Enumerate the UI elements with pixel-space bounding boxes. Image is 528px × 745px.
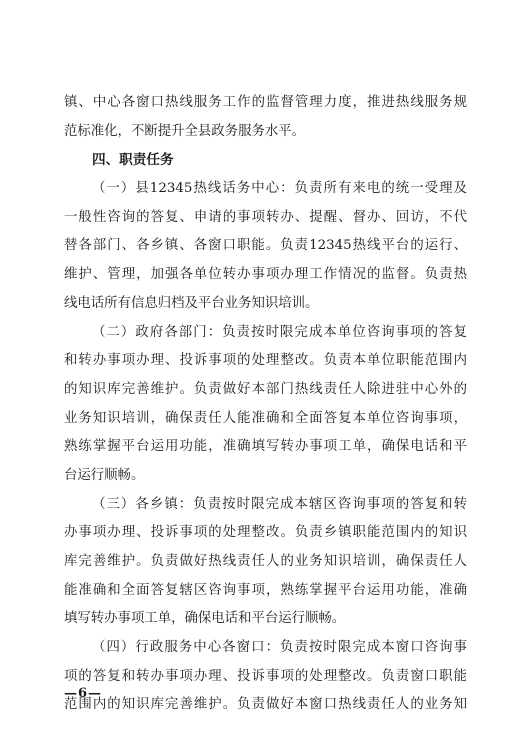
text-line: （二）政府各部门：负责按时限完成本单位咨询事项的答复 — [92, 324, 467, 340]
text-line: 业务知识培训，确保责任人能准确和全面答复本单位咨询事项， — [64, 410, 467, 426]
text-line: 熟练掌握平台运用功能，准确填写转办事项工单，确保电话和平 — [64, 439, 467, 455]
text-line: 项的答复和转办事项办理、投诉事项的处理整改。负责窗口职能 — [64, 668, 467, 684]
text-line: 台运行顺畅。 — [64, 467, 145, 483]
text-line: 办事项办理、投诉事项的处理整改。负责乡镇职能范围内的知识 — [64, 525, 467, 541]
page-number: —6— — [64, 686, 103, 701]
body-text — [64, 89, 467, 720]
text-line: （一）县12345热线话务中心：负责所有来电的统一受理及 — [92, 181, 467, 197]
text-line: 替各部门、各乡镇、各窗口职能。负责12345热线平台的运行、 — [64, 238, 467, 254]
text-line: 填写转办事项工单，确保电话和平台运行顺畅。 — [64, 611, 346, 627]
text-line: 范标准化，不断提升全县政务服务水平。 — [64, 123, 306, 139]
text-line: （三）各乡镇：负责按时限完成本辖区咨询事项的答复和转 — [92, 496, 467, 512]
text-line: 库完善维护。负责做好热线责任人的业务知识培训，确保责任人 — [64, 554, 467, 569]
text-line: 的知识库完善维护。负责做好本部门热线责任人除进驻中心外的 — [64, 381, 467, 397]
text-line: 能准确和全面答复辖区咨询事项，熟练掌握平台运用功能，准确 — [64, 582, 467, 598]
text-line: 线电话所有信息归档及平台业务知识培训。 — [64, 295, 319, 311]
text-line: （四）行政服务中心各窗口：负责按时限完成本窗口咨询事 — [92, 640, 467, 656]
text-line: 和转办事项办理、投诉事项的处理整改。负责本单位职能范围内 — [64, 353, 467, 369]
text-line: 镇、中心各窗口热线服务工作的监督管理力度，推进热线服务规 — [64, 95, 467, 110]
text-line: 一般性咨询的答复、申请的事项转办、提醒、督办、回访，不代 — [64, 209, 467, 225]
section-heading: 四、职责任务 — [92, 152, 174, 169]
text-line: 范围内的知识库完善维护。负责做好本窗口热线责任人的业务知 — [64, 697, 467, 713]
text-line: 维护、管理，加强各单位转办事项办理工作情况的监督。负责热 — [64, 267, 467, 283]
